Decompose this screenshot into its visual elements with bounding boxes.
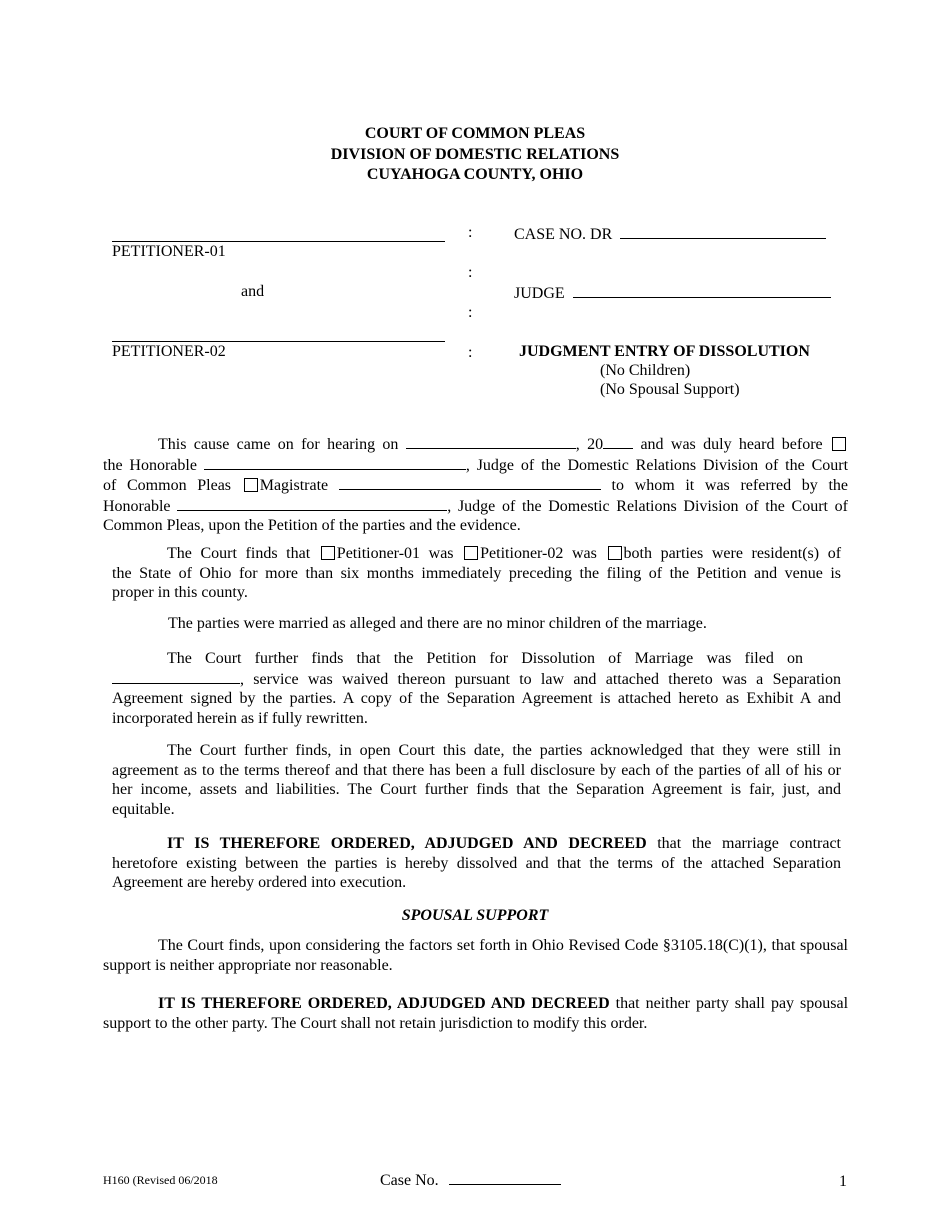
spousal-support-heading: SPOUSAL SUPPORT xyxy=(401,907,549,924)
judge-label: JUDGE xyxy=(514,285,565,302)
hearing-paragraph xyxy=(103,434,848,536)
petitioner1-resident-checkbox[interactable] xyxy=(321,546,335,560)
residency-line-1: The Court finds that Petitioner-01 was Petitioner-02 was both parties were resident(s) of xyxy=(167,545,842,562)
judge-field xyxy=(514,283,831,303)
hearing-year-input[interactable] xyxy=(603,434,633,449)
document-subtitle-children: (No Children) xyxy=(600,362,691,379)
hearing-date-input[interactable] xyxy=(406,434,576,449)
footer-case-input[interactable] xyxy=(449,1170,561,1185)
petition-line-3: Agreement signed by the parties. A copy of the Separation Agreement is attached hereto as Exhibit A and xyxy=(112,690,841,708)
petitioner2-name-line[interactable] xyxy=(112,341,445,342)
court-name: COURT OF COMMON PLEAS xyxy=(364,125,586,142)
document-subtitle-support: (No Spousal Support) xyxy=(600,381,740,398)
hearing-line-4: Honorable , Judge of the Domestic Relations Division of the Court of xyxy=(103,497,848,515)
judge-input[interactable] xyxy=(573,283,831,298)
caption-colon: : xyxy=(468,224,473,241)
dissolution-order-paragraph: IT IS THEREFORE ORDERED, ADJUDGED AND DECREED that the marriage contract heretofore existing between the parties is hereby dissolved and that the terms of the attached Separation Agreement are hereby ordered into execution. xyxy=(112,835,841,892)
court-county: CUYAHOGA COUNTY, OHIO xyxy=(366,166,584,183)
hearing-line-5: Common Pleas, upon the Petition of the parties and the evidence. xyxy=(103,517,521,535)
magistrate-checkbox[interactable] xyxy=(244,478,258,492)
document-title: JUDGMENT ENTRY OF DISSOLUTION xyxy=(519,343,810,360)
petition-filed-date-input[interactable] xyxy=(112,669,240,684)
residency-line-2: the State of Ohio for more than six months immediately preceding the filing of the Petition and venue is xyxy=(112,564,841,582)
and-label: and xyxy=(241,283,265,300)
agreement-paragraph: The Court further finds, in open Court this date, the parties acknowledged that they were still in agreement as to the terms thereof and that there has been a full disclosure by each of the parties of all of his or her income, assets and liabilities. The Court further finds that the Separation Agreement is fair, just, and equitable. xyxy=(112,742,841,818)
caption-colon: : xyxy=(468,264,473,281)
honorable-checkbox[interactable] xyxy=(832,437,846,451)
residency-line-3: proper in this county. xyxy=(112,584,248,602)
page-number: 1 xyxy=(839,1173,847,1190)
petition-paragraph xyxy=(112,649,841,728)
case-number-field xyxy=(514,224,826,244)
case-number-label: CASE NO. DR xyxy=(514,226,613,243)
caption-colon: : xyxy=(468,344,473,361)
caption-colon: : xyxy=(468,304,473,321)
case-number-input[interactable] xyxy=(620,224,826,239)
footer-case-label: Case No. xyxy=(380,1172,439,1189)
hearing-line-3: of Common Pleas Magistrate to whom it was referred by the xyxy=(103,477,848,495)
petitioner2-label: PETITIONER-02 xyxy=(112,343,226,360)
honorable-judge-input[interactable] xyxy=(204,455,466,470)
magistrate-name-input[interactable] xyxy=(339,475,601,490)
residency-paragraph xyxy=(112,544,841,603)
footer-case-number xyxy=(380,1170,561,1190)
petition-line-1: The Court further finds that the Petition for Dissolution of Marriage was filed on xyxy=(167,650,803,667)
marriage-paragraph: The parties were married as alleged and there are no minor children of the marriage. xyxy=(168,615,707,632)
petitioner1-name-line[interactable] xyxy=(112,241,445,242)
both-resident-checkbox[interactable] xyxy=(608,546,622,560)
referring-judge-input[interactable] xyxy=(177,496,447,511)
spousal-findings-paragraph: The Court finds, upon considering the factors set forth in Ohio Revised Code §3105.18(C)(1), that spousal support is neither appropriate nor reasonable. xyxy=(103,937,848,974)
petition-line-4: incorporated herein as if fully rewritten. xyxy=(112,709,368,727)
court-division: DIVISION OF DOMESTIC RELATIONS xyxy=(330,145,620,163)
hearing-line-1: This cause came on for hearing on , 20 and was duly heard before xyxy=(103,434,848,455)
hearing-line-2: the Honorable , Judge of the Domestic Relations Division of the Court xyxy=(103,456,849,474)
petition-line-2: , service was waived thereon pursuant to law and attached thereto was a Separation xyxy=(112,669,841,690)
spousal-order-paragraph: IT IS THEREFORE ORDERED, ADJUDGED AND DECREED that neither party shall pay spousal support to the other party. The Court shall not retain jurisdiction to modify this order. xyxy=(103,995,849,1032)
petitioner2-resident-checkbox[interactable] xyxy=(464,546,478,560)
petitioner1-label: PETITIONER-01 xyxy=(112,243,226,260)
form-number: H160 (Revised 06/2018 xyxy=(103,1173,218,1187)
court-header xyxy=(0,124,950,186)
